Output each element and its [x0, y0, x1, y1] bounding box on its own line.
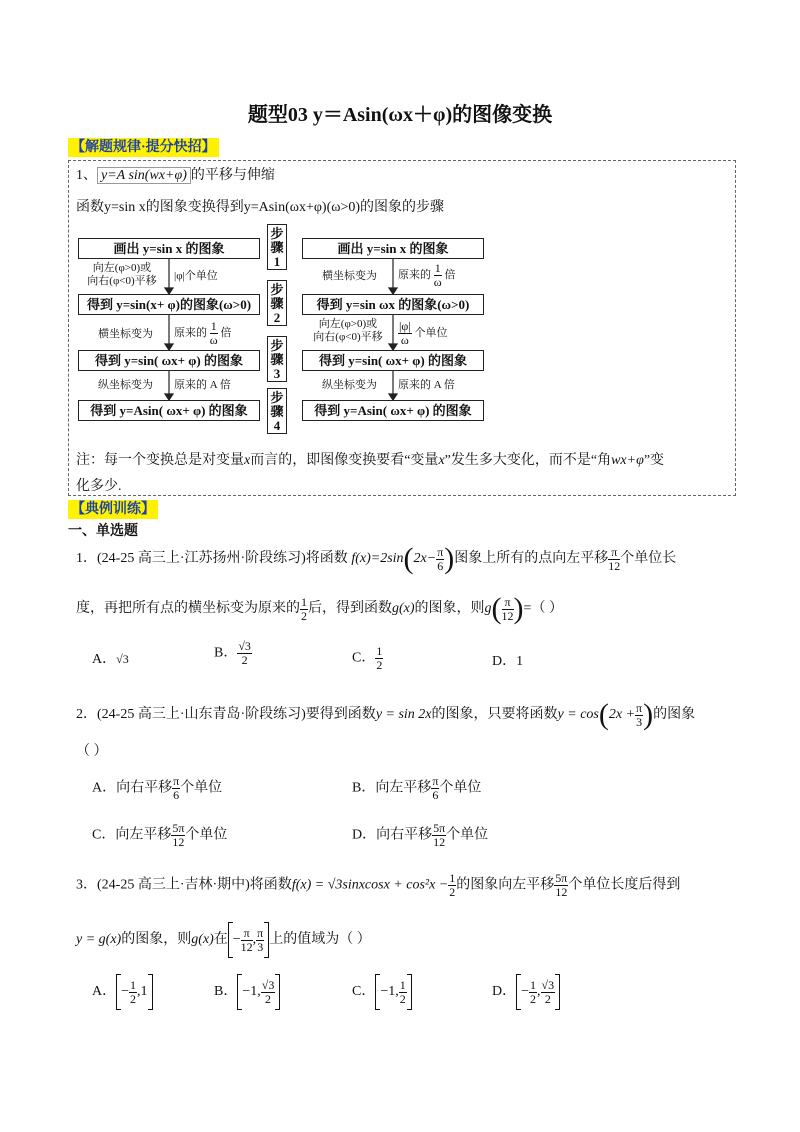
right-arrow2-label: 向左(φ>0)或 向右(φ<0)平移 — [313, 318, 383, 343]
q2-option-d[interactable]: D．向右平移 $\frac{5\pi}{12}$ 个单位 — [352, 821, 489, 849]
step-4-badge: 步骤4 — [267, 388, 287, 434]
question-1-line1: 1．(24-25 高三上·江苏扬州·阶段练习)将函数 f(x)=2sin(2x− $\frac{\pi}{6}$ )图象上所有的点向左平移 $\frac{\pi}{12}$ 个单位长 — [76, 542, 677, 575]
section-heading: 一、单选题 — [68, 524, 138, 539]
left-arrow1-label: 向左(φ>0)或 向右(φ<0)平移 — [87, 262, 157, 287]
step-3-badge: 步骤3 — [267, 336, 287, 382]
left-arrow1-amount: |φ|个单位 — [174, 270, 218, 282]
question-1-line2: 度，再把所有点的横坐标变为原来的 $\frac{1}{2}$ 后，得到函数g(x)的图象，则g( $\frac{\pi}{12}$ )=（ ） — [76, 592, 563, 625]
right-arrow1-amount: 原来的 $\frac{1}{\omega}$ 倍 — [398, 261, 456, 289]
left-arrow2-amount: 原来的 $\frac{1}{\omega}$ 倍 — [174, 319, 232, 347]
flow-right-4: 得到 y=Asin( ωx+ φ) 的图象 — [302, 400, 484, 421]
q1-option-b[interactable]: B． $\frac{√3}{2}$ — [214, 639, 251, 667]
page-title: 题型03 y＝Asin(ωx＋φ)的图像变换 — [247, 104, 553, 126]
right-arrow3-amount: 原来的 A 倍 — [398, 379, 455, 391]
item1-line2: 函数y=sin x的图象变换得到y=Asin(ωx+φ)(ω>0)的图象的步骤 — [76, 200, 445, 215]
item1-formula: y=A sin(wx+φ) — [97, 167, 191, 184]
flow-left-4: 得到 y=Asin( ωx+ φ) 的图象 — [78, 400, 260, 421]
note-text: 注：每一个变换总是对变量x而言的，即图像变换要看“变量x”发生多大变化，而不是“角wx+φ”变 化多少. — [76, 453, 665, 494]
question-3-line1: 3．(24-25 高三上·吉林·期中)将函数f(x) = √3sinxcosx + cos²x − $\frac{1}{2}$ 的图象向左平移 $\frac{5\pi}{12}$ 个单位长度后得到 — [76, 871, 681, 899]
item1-heading: 1、 y=A sin(wx+φ) 的平移与伸缩 — [76, 168, 275, 183]
right-arrow3-label: 纵坐标变为 — [322, 379, 377, 391]
example-tag: 【典例训练】 — [68, 500, 158, 519]
q2-option-b[interactable]: B．向左平移 $\frac{\pi}{6}$ 个单位 — [352, 774, 482, 802]
flow-right-1: 画出 y=sin x 的图象 — [302, 238, 484, 259]
step-1-badge: 步骤1 — [267, 224, 287, 270]
flow-right-3: 得到 y=sin( ωx+ φ) 的图象 — [302, 350, 484, 371]
right-arrow2-amount: $\frac{|\varphi|}{\omega}$ 个单位 — [399, 319, 448, 347]
question-2-paren: （ ） — [76, 744, 108, 759]
q3-option-a[interactable]: A． − $\frac{1}{2}$ ,1 — [92, 974, 153, 1010]
right-arrow1-label: 横坐标变为 — [322, 270, 377, 282]
q1-option-d[interactable]: D．1 — [492, 654, 524, 669]
left-arrow2-label: 横坐标变为 — [98, 328, 153, 340]
q3-option-b[interactable]: B． −1, $\frac{√3}{2}$ — [214, 974, 280, 1010]
question-2-line1: 2．(24-25 高三上·山东青岛·阶段练习)要得到函数y = sin 2x的图象，只要将函数y = cos(2x + $\frac{\pi}{3}$ )的图象 — [76, 698, 696, 731]
question-3-line2: y = g(x)的图象，则g(x)在 − $\frac{\pi}{12}$ , $\frac{\pi}{3}$ 上的值域为（ ） — [76, 922, 371, 958]
rule-tag: 【解题规律·提分快招】 — [68, 138, 219, 157]
q1-option-c[interactable]: C． $\frac{1}{2}$ — [352, 644, 383, 672]
flow-right-2: 得到 y=sin ωx 的图象(ω>0) — [302, 294, 484, 315]
flow-left-3: 得到 y=sin( ωx+ φ) 的图象 — [78, 350, 260, 371]
flow-left-1: 画出 y=sin x 的图象 — [78, 238, 260, 259]
flow-left-2: 得到 y=sin(x+ φ)的图象(ω>0) — [78, 294, 260, 315]
q2-option-c[interactable]: C．向左平移 $\frac{5\pi}{12}$ 个单位 — [92, 821, 228, 849]
left-arrow3-amount: 原来的 A 倍 — [174, 379, 231, 391]
q2-option-a[interactable]: A．向右平移 $\frac{\pi}{6}$ 个单位 — [92, 774, 223, 802]
one-over-omega: $\frac{1}{\omega}$ — [209, 319, 218, 347]
step-2-badge: 步骤2 — [267, 280, 287, 326]
q3-option-d[interactable]: D． − $\frac{1}{2}$ , $\frac{√3}{2}$ — [492, 974, 560, 1010]
q3-option-c[interactable]: C． −1, $\frac{1}{2}$ — [352, 974, 412, 1010]
left-arrow3-label: 纵坐标变为 — [98, 379, 153, 391]
q1-option-a[interactable]: A．√3 — [92, 652, 129, 667]
